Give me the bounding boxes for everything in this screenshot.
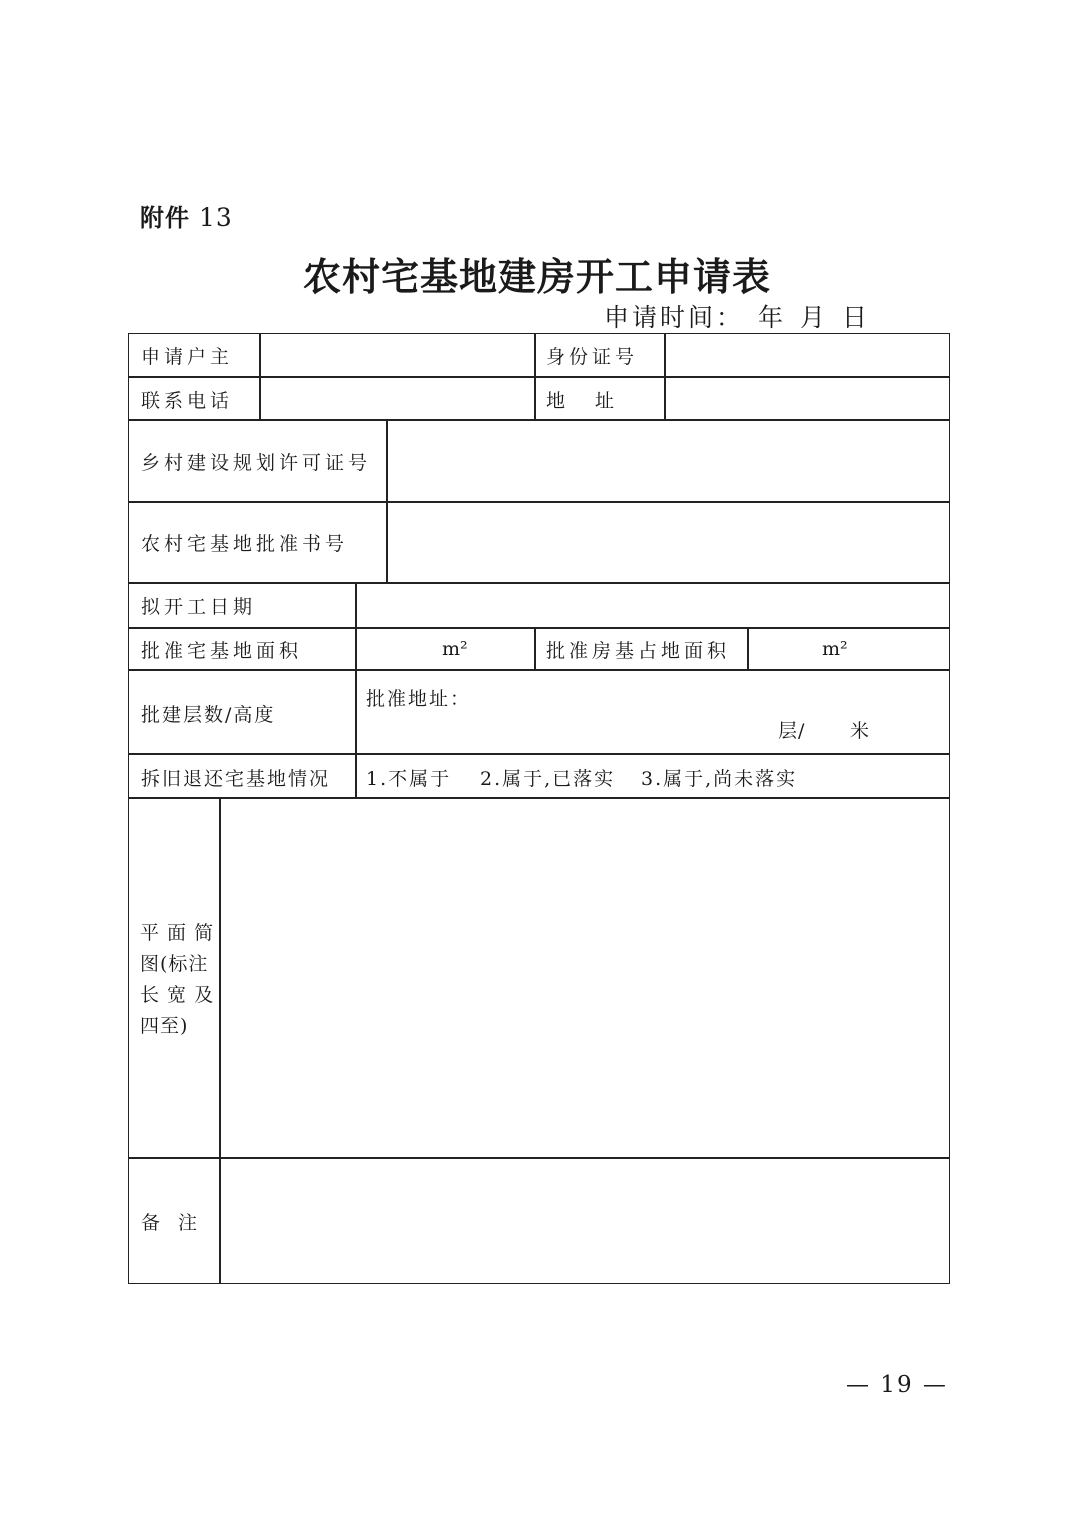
remarks-input[interactable] — [219, 1157, 950, 1284]
form-title: 农村宅基地建房开工申请表 — [302, 255, 771, 299]
remarks-label: 备 注 — [141, 1212, 204, 1234]
phone-input[interactable] — [259, 376, 536, 421]
approval-input[interactable] — [386, 501, 950, 584]
applicant-input[interactable] — [259, 333, 536, 378]
month-label: 月 — [800, 303, 829, 332]
permit-input[interactable] — [386, 419, 950, 503]
permit-label: 乡村建设规划许可证号 — [141, 452, 372, 474]
option-implemented[interactable]: 2.属于,已落实 — [480, 768, 616, 790]
option-not-implemented[interactable]: 3.属于,尚未落实 — [641, 768, 798, 790]
floors-label: 批建层数/高度 — [141, 704, 276, 726]
approved-area-unit: m² — [442, 638, 468, 660]
address-label: 地 址 — [546, 390, 619, 412]
height-unit: 米 — [850, 720, 874, 742]
start-date-input[interactable] — [355, 582, 950, 629]
approved-address-label: 批准地址： — [366, 688, 472, 710]
start-date-label: 拟开工日期 — [141, 596, 257, 618]
apply-time — [604, 298, 870, 334]
attachment-label: 附件 — [140, 204, 190, 232]
footprint-label: 批准房基占地面积 — [546, 640, 731, 662]
day-label: 日 — [842, 303, 871, 332]
address-input[interactable] — [664, 376, 950, 421]
plan-drawing-area[interactable] — [219, 797, 950, 1159]
id-label: 身份证号 — [546, 346, 639, 368]
phone-label: 联系电话 — [141, 390, 234, 412]
page-number: — 19 — — [846, 1372, 948, 1398]
approved-area-label: 批准宅基地面积 — [141, 640, 303, 662]
approval-label: 农村宅基地批准书号 — [141, 533, 349, 555]
apply-time-label: 申请时间： — [604, 303, 745, 332]
attachment-number: 13 — [198, 203, 233, 232]
footprint-unit: m² — [822, 638, 848, 660]
demolition-label: 拆旧退还宅基地情况 — [141, 768, 331, 790]
applicant-label: 申请户主 — [141, 346, 234, 368]
floors-unit: 层/ — [778, 720, 806, 742]
option-not-applicable[interactable]: 1.不属于 — [366, 768, 452, 790]
id-input[interactable] — [664, 333, 950, 378]
year-label: 年 — [758, 303, 787, 332]
plan-label: 平 面 简 图(标注 长 宽 及 四至) — [140, 922, 215, 1037]
attachment-heading — [140, 198, 233, 233]
footprint-input[interactable] — [747, 627, 950, 671]
